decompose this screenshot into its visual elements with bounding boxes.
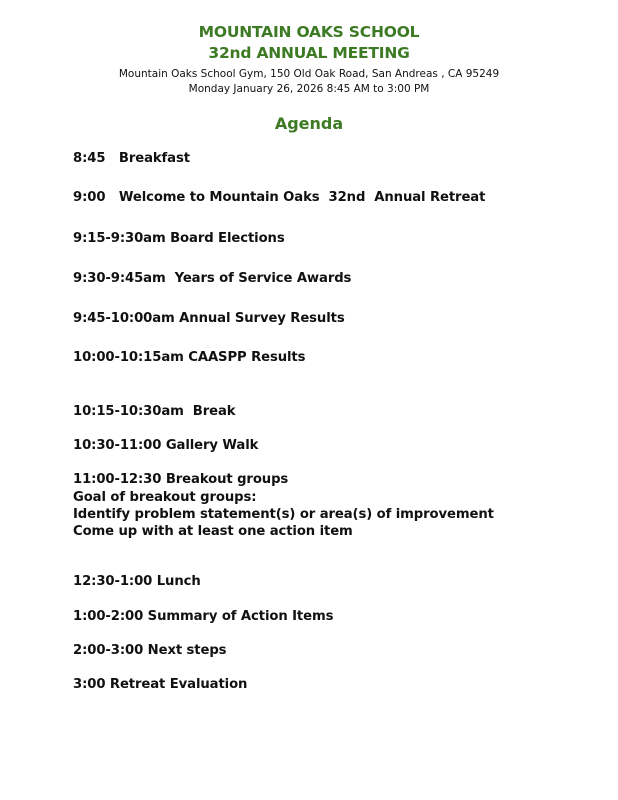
meeting-title: 32nd ANNUAL MEETING <box>208 44 410 62</box>
meeting-location: Mountain Oaks School Gym, 150 Old Oak Road, San Andreas , CA 95249 <box>118 68 500 80</box>
school-name: MOUNTAIN OAKS SCHOOL <box>198 23 420 41</box>
agenda-item: 10:00-10:15am CAASPP Results <box>73 350 306 365</box>
agenda-item: 9:45-10:00am Annual Survey Results <box>73 311 345 326</box>
agenda-item: 9:30-9:45am Years of Service Awards <box>73 271 352 286</box>
agenda-item-note: Goal of breakout groups: <box>73 490 257 505</box>
agenda-heading: Agenda <box>274 114 344 133</box>
agenda-item: 2:00-3:00 Next steps <box>73 643 227 658</box>
agenda-item: 1:00-2:00 Summary of Action Items <box>73 609 334 624</box>
agenda-item: 12:30-1:00 Lunch <box>73 574 201 589</box>
agenda-item: 10:30-11:00 Gallery Walk <box>73 438 259 453</box>
agenda-item: 8:45 Breakfast <box>73 151 190 166</box>
agenda-item: 9:15-9:30am Board Elections <box>73 231 285 246</box>
agenda-item: 11:00-12:30 Breakout groups <box>73 472 289 487</box>
meeting-datetime: Monday January 26, 2026 8:45 AM to 3:00 PM <box>188 83 430 95</box>
agenda-item: 9:00 Welcome to Mountain Oaks 32nd Annual Retreat <box>73 190 486 205</box>
agenda-item-note: Come up with at least one action item <box>73 524 353 539</box>
agenda-item: 10:15-10:30am Break <box>73 404 236 419</box>
agenda-item: 3:00 Retreat Evaluation <box>73 677 248 692</box>
agenda-item-note: Identify problem statement(s) or area(s) of improvement <box>73 507 494 522</box>
